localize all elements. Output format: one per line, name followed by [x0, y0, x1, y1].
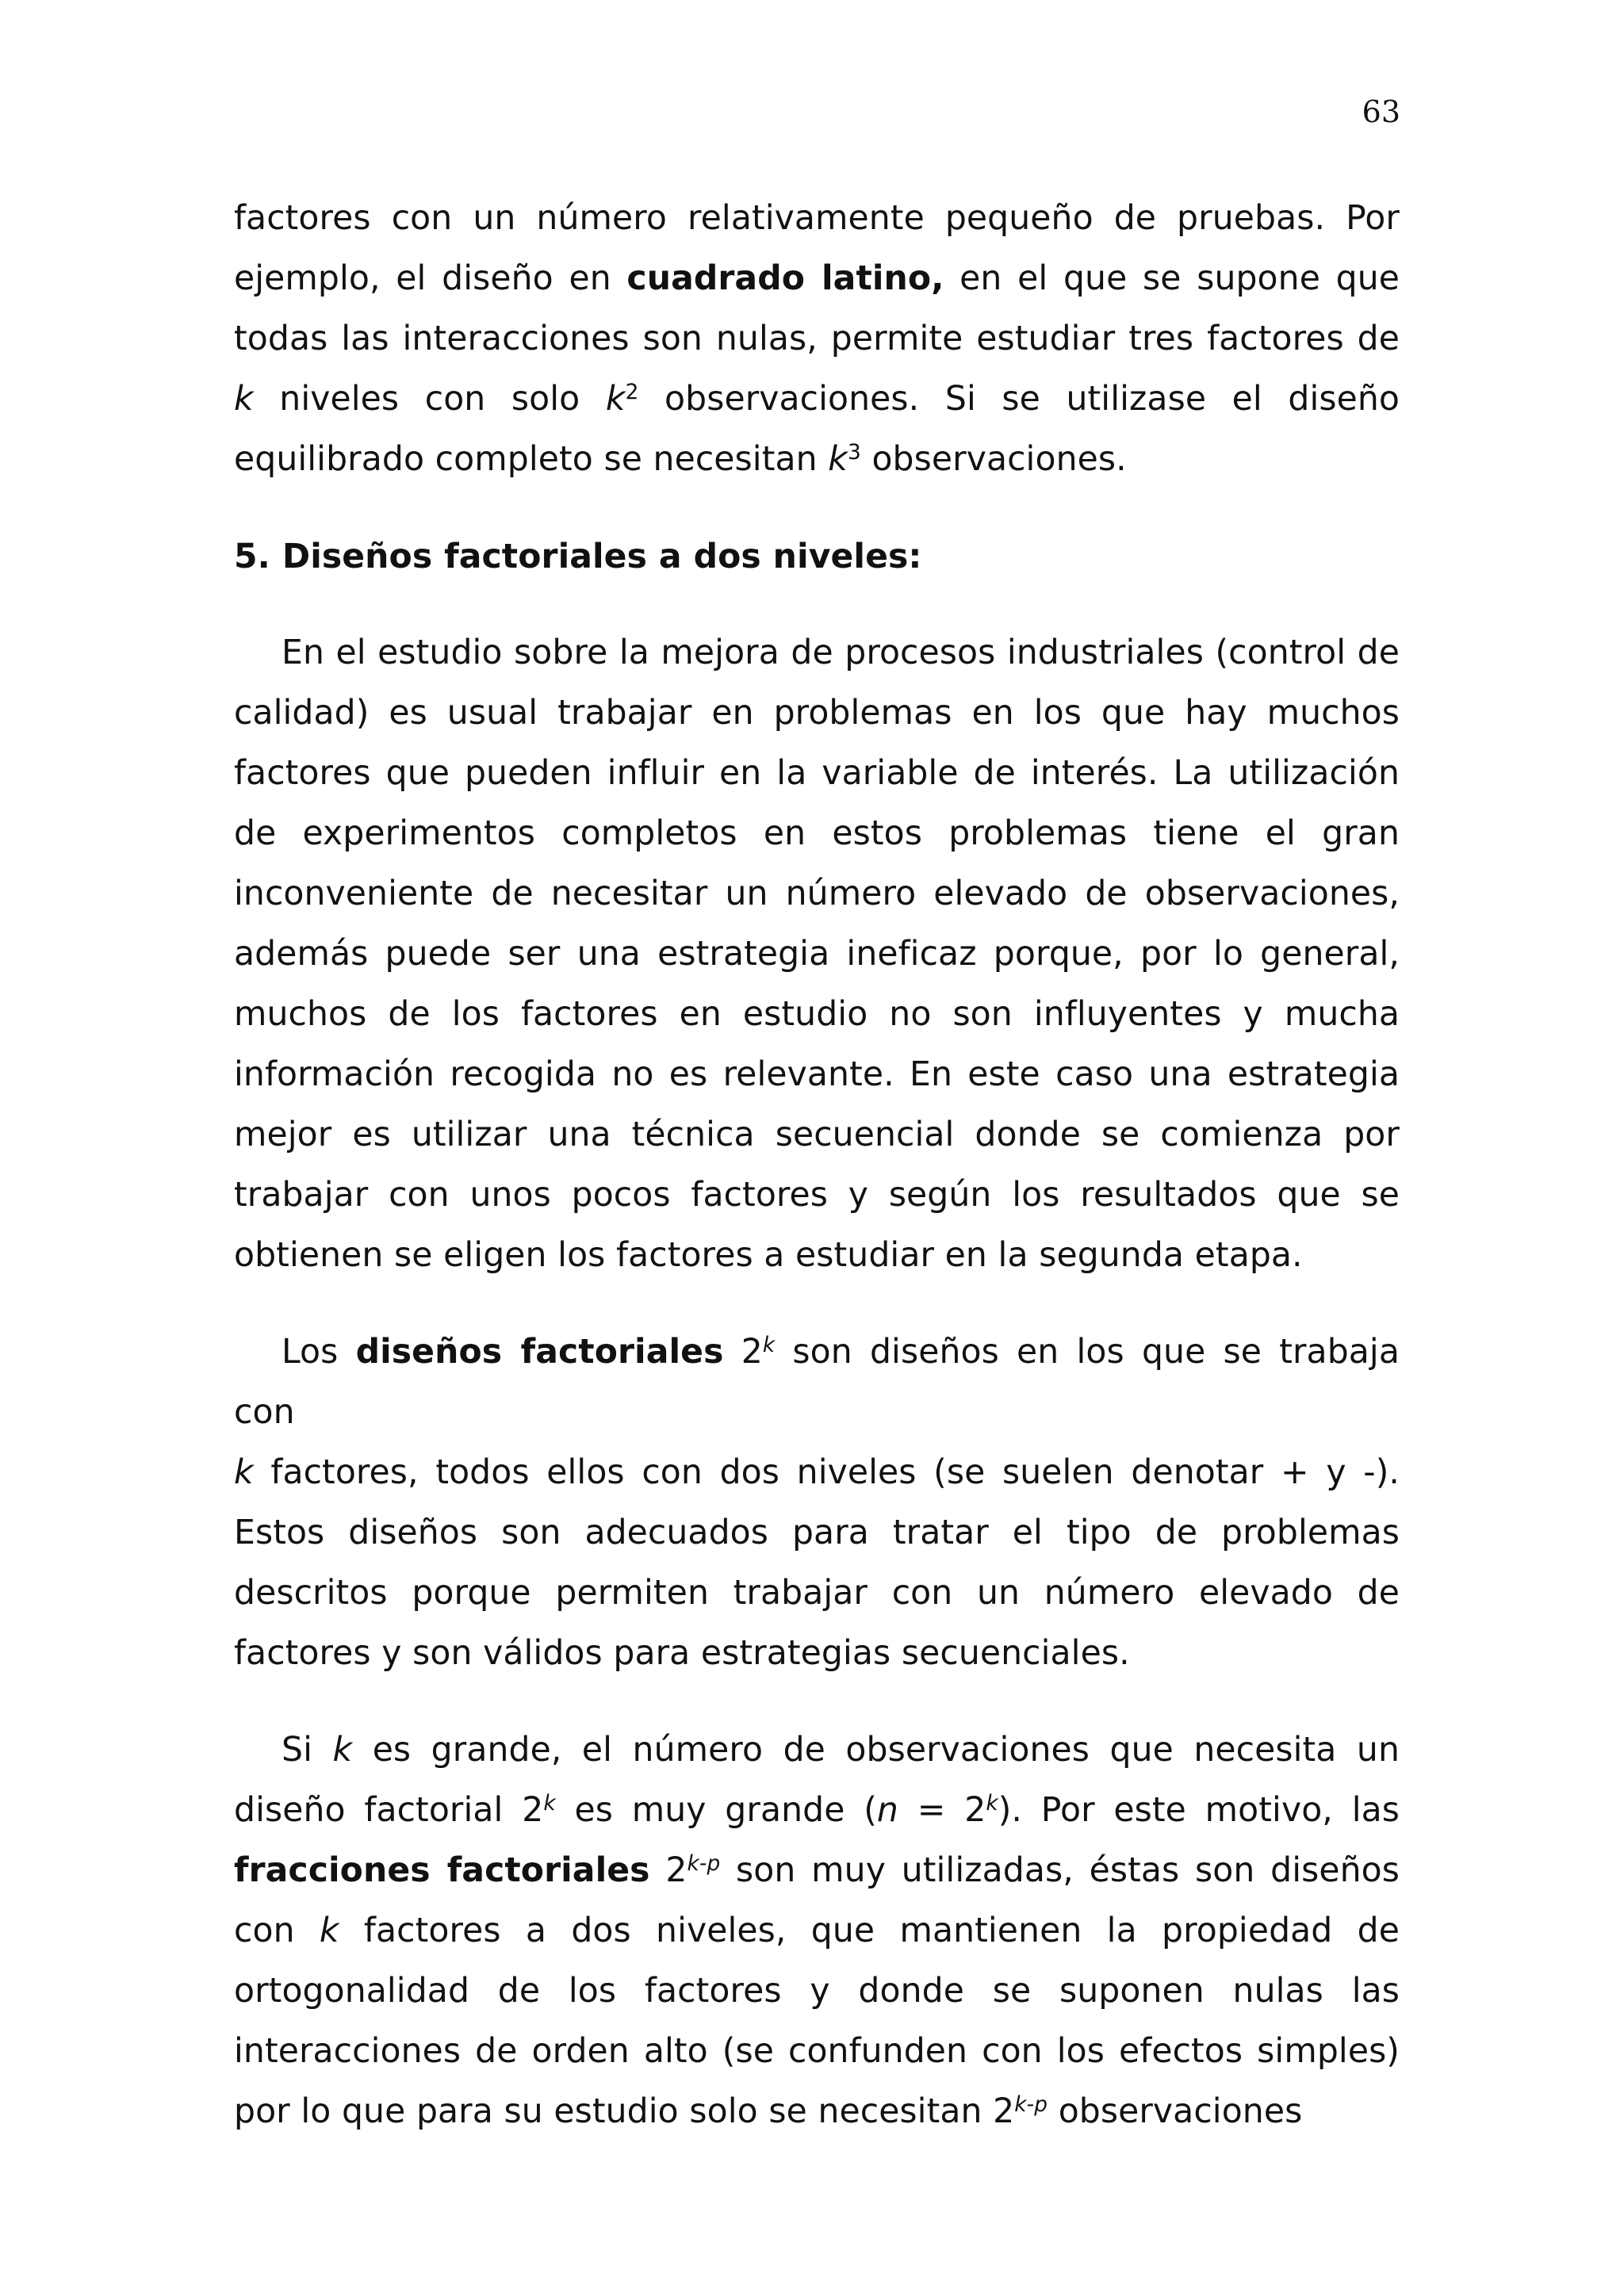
superscript: k	[762, 1333, 776, 1357]
page-number: 63	[1362, 94, 1400, 129]
section-heading: 5. Diseños factoriales a dos niveles:	[234, 538, 922, 576]
bold-term-cuadrado-latino: cuadrado latino,	[626, 259, 944, 298]
superscript: k	[543, 1791, 556, 1816]
variable-k: k	[605, 380, 626, 419]
variable-k: k	[234, 1453, 254, 1492]
variable-k: k	[828, 440, 848, 479]
variable-n: n	[876, 1791, 898, 1830]
variable-k: k	[319, 1911, 339, 1950]
paragraph-industrial-processes: En el estudio sobre la mejora de procesos industriales (control de calidad) es usual trabajar en problemas en los que hay muchos factores que pueden influir en la variable de interés. La utilización de experimentos completos en estos problemas tiene el gran inconveniente de necesitar un número elevado de observaciones, además puede ser una estrategia ineficaz porque, por lo general, muchos de los factores en estudio no son influyentes y mucha información recogida no es relevante. En este caso una estrategia mejor es utilizar una técnica secuencial donde se comienza por trabajar con unos pocos factores y según los resultados que se obtienen se eligen los factores a estudiar en la segunda etapa.	[234, 633, 1400, 1275]
variable-k: k	[234, 380, 254, 419]
variable-k: k	[332, 1731, 353, 1770]
paragraph-fractional-factorials: Si k es grande, el número de observaciones que necesita un diseño factorial 2$^k$ es muy grande $(n = 2^k)$. Por este motivo, las fracciones factoriales 2$^{k-p}$ son muy utilizadas, éstas son diseños con k factores a dos niveles, que mantienen la propiedad de ortogonalidad de los factores y donde se suponen nulas las interacciones de orden alto (se confunden con los efectos simples) por lo que para su estudio solo se necesitan 2$^{k-p}$ observaciones	[234, 1731, 1400, 2131]
bold-term-fracciones-factoriales: fracciones factoriales	[234, 1851, 650, 1890]
superscript: k-p	[1014, 2092, 1048, 2117]
superscript: 2	[625, 380, 639, 404]
paragraph-factorial-designs: Los diseños factoriales 2$^k$ son diseños en los que se trabaja con k factores, todos ellos con dos niveles (se suelen denotar + y -). Estos diseños son adecuados para tratar el tipo de problemas descritos porque permiten trabajar con un número elevado de factores y son válidos para estrategias secuenciales.	[234, 1333, 1400, 1673]
page-content	[234, 189, 1400, 2142]
superscript: k-p	[687, 1851, 721, 1876]
superscript: 3	[847, 440, 861, 465]
paragraph-latin-square: factores con un número relativamente pequeño de pruebas. Por ejemplo, el diseño en cuadrado latino, en el que se supone que todas las interacciones son nulas, permite estudiar tres factores de k niveles con solo $k^2$ observaciones. Si se utilizase el diseño equilibrado completo se necesitan $k^3$ observaciones.	[234, 199, 1400, 479]
bold-term-disenos-factoriales: diseños factoriales	[355, 1333, 724, 1372]
superscript: k	[986, 1791, 998, 1816]
